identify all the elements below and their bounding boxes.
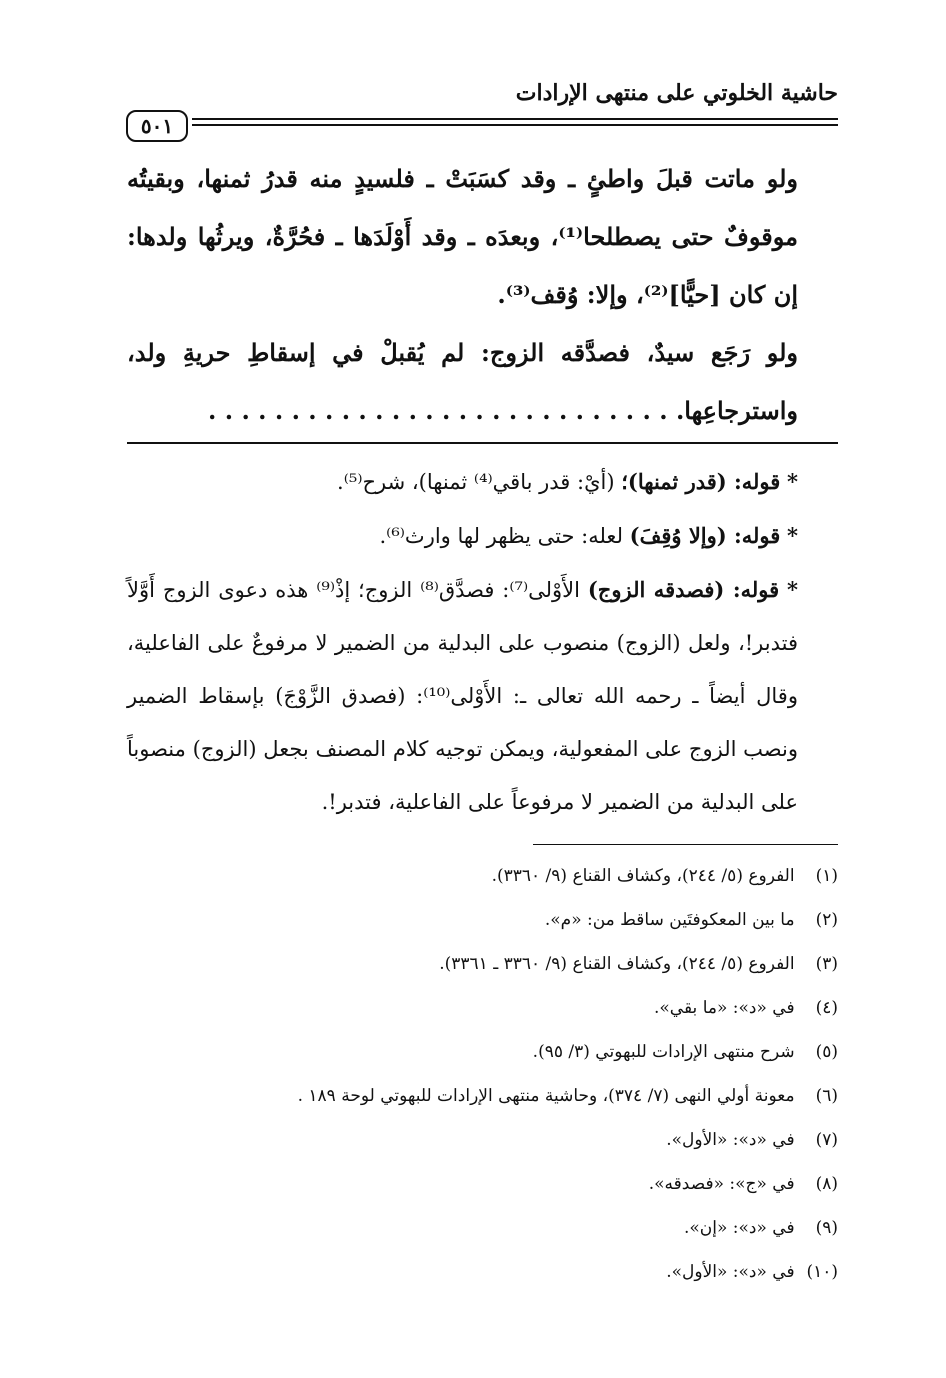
star-marker: *	[787, 523, 798, 548]
commentary-head: قوله: (فصدقه الزوج)	[587, 577, 780, 602]
footnote-number: (٥)	[815, 1042, 838, 1062]
main-paragraph-1: ولو ماتت قبلَ واطئٍ ـ وقد كسَبَتْ ـ فلسيدٍ منه قدرُ ثمنها، وبقيتُه موقوفٌ حتى يصطلحا⁽¹⁾، وبعدَه ـ وقد أَوْلَدَها ـ فحُرَّةٌ، ويرثُها ولدها: إن كان [حيًّا]⁽²⁾، وإلا: وُقف⁽³⁾.	[127, 164, 799, 309]
main-text-block	[127, 150, 838, 440]
header-rule-bottom	[192, 124, 838, 126]
footnote-number: (٦)	[815, 1086, 838, 1106]
commentary-text: لعله: حتى يظهر لها وارث⁽⁶⁾.	[379, 524, 623, 548]
text-commentary-separator	[127, 442, 838, 444]
footnote-separator	[533, 844, 838, 845]
commentary-head: قوله: (قدر ثمنها)؛	[621, 469, 781, 494]
footnote-text: شرح منتهى الإرادات للبهوتي (٣/ ٩٥).	[532, 1042, 795, 1062]
footnote-item	[127, 1074, 838, 1118]
footnote-number: (٣)	[815, 954, 838, 974]
footnote-text: في «د»: «الأول».	[666, 1130, 795, 1150]
footnote-number: (١٠)	[806, 1262, 838, 1282]
main-paragraph-2: ولو رَجَع سيدٌ، فصدَّقه الزوج: لم يُقبلْ في إسقاطِ حريةِ ولد، واسترجاعِها. . . . . . . . . . . . . . . . . . . . . . . . . . . . .	[127, 338, 798, 425]
footnote-number: (٧)	[815, 1130, 838, 1150]
commentary-item-3	[127, 563, 838, 829]
footnote-text: معونة أولي النهى (٧/ ٣٧٤)، وحاشية منتهى الإرادات للبهوتي لوحة ١٨٩ .	[297, 1086, 795, 1106]
footnote-item	[127, 942, 838, 986]
running-header-title: حاشية الخلوتي على منتهى الإرادات	[515, 80, 838, 106]
footnote-item	[127, 898, 838, 942]
footnote-text: ما بين المعكوفتَين ساقط من: «م».	[544, 910, 795, 930]
star-marker: *	[787, 469, 798, 494]
footnote-item	[127, 986, 838, 1030]
footnote-item	[127, 1162, 838, 1206]
page-number: ٥٠١	[126, 110, 188, 142]
footnote-item	[127, 1118, 838, 1162]
footnote-text: في «ج»: «فصدقه».	[648, 1174, 795, 1194]
footnote-text: في «د»: «إن».	[683, 1218, 795, 1238]
footnote-item	[127, 1250, 838, 1294]
footnote-number: (٢)	[815, 910, 838, 930]
commentary-block	[127, 455, 838, 829]
commentary-text: الأَوْلى⁽⁷⁾: فصدَّق⁽⁸⁾ الزوج؛ إذْ⁽⁹⁾ هذه دعوى الزوج أَوَّلاً فتدبر!، ولعل (الزوج) منصوب على البدلية من الضمير لا مرفوعٌ على الفاعلية، وقال أيضاً ـ رحمه الله تعالى ـ: الأَوْلى⁽¹⁰⁾: (فصدق الزَّوْجَ) بإسقاط الضمير ونصب الزوج على المفعولية، ويمكن توجيه كلام المصنف بجعل (الزوج) منصوباً على البدلية من الضمير لا مرفوعاً على الفاعلية، فتدبر!.	[127, 578, 798, 814]
commentary-item-2	[127, 509, 838, 563]
commentary-head: قوله: (وإلا وُقِفَ)	[629, 523, 781, 548]
footnote-number: (١)	[815, 866, 838, 886]
footnote-item	[127, 1206, 838, 1250]
footnote-text: الفروع (٥/ ٢٤٤)، وكشاف القناع (٩/ ٣٣٦٠).	[491, 866, 795, 886]
commentary-item-1	[127, 455, 838, 509]
footnote-number: (٤)	[815, 998, 838, 1018]
footnote-text: في «د»: «ما بقي».	[653, 998, 795, 1018]
footnote-number: (٨)	[815, 1174, 838, 1194]
header-rule-top	[192, 118, 838, 120]
star-marker: *	[787, 577, 798, 602]
footnote-item	[127, 1030, 838, 1074]
footnote-number: (٩)	[815, 1218, 838, 1238]
footnote-text: في «د»: «الأول».	[666, 1262, 795, 1282]
footnote-item	[127, 854, 838, 898]
footnote-text: الفروع (٥/ ٢٤٤)، وكشاف القناع (٩/ ٣٣٦٠ ـ ٣٣٦١).	[439, 954, 795, 974]
commentary-text: (أيْ: قدر باقي⁽⁴⁾ ثمنها)، شرح⁽⁵⁾.	[337, 470, 615, 494]
footnotes-list	[127, 854, 838, 1294]
